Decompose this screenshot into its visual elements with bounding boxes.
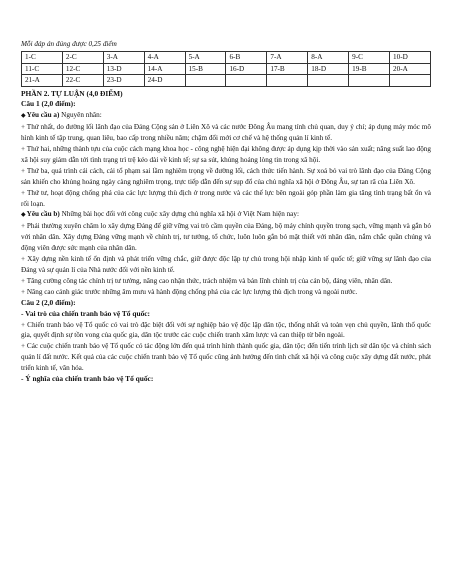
answer-key-intro: Mỗi đáp án đúng được 0,25 điểm [21,40,117,48]
answer-cell: 10-D [390,52,431,64]
answer-cell: 8-A [308,52,349,64]
q2-role-title: - Vai trò của chiến tranh bảo vệ Tổ quốc: [21,308,151,318]
answer-cell [349,75,390,87]
document-page [21,40,431,385]
q1a-items [21,122,431,209]
q1a-label: Yêu cầu a) [26,111,60,120]
q1a-text: Nguyên nhân: [59,111,102,120]
q2-role-items [21,320,431,375]
answer-cell [226,75,267,87]
answer-cell: 4-A [144,52,185,64]
diamond-bullet-icon: ◆ [21,112,26,120]
q2-role-paragraph: + Các cuộc chiến tranh bảo vệ Tổ quốc có tác động lớn đến quá trình hình thành quốc gia, dân tộc; đến tiến trình lịch sử dân tộc và chính sách quản lí đất nước. Kết quả của các cuộc chiến tranh bảo vệ Tổ quốc cũng ảnh hưởng đến tình chất xã hội và công cuộc xây dựng đất nước, phát triển kinh tế, văn hóa. [21,342,431,373]
q1b-paragraph: + Tăng cường công tác chính trị tư tưởng, nâng cao nhận thức, trách nhiệm và bản lĩnh chính trị của cán bộ, đảng viên, nhân dân. [21,276,393,285]
answer-row [22,63,431,75]
answer-cell [308,75,349,87]
answer-cell: 15-B [185,63,226,75]
answer-cell: 13-D [103,63,144,75]
q1a-heading [21,110,431,122]
q1b-paragraph: + Nâng cao cảnh giác trước những âm mưu và hành động chống phá của các lực lượng thù địch trong và ngoài nước. [21,287,358,296]
answer-cell: 14-A [144,63,185,75]
answer-row [22,52,431,64]
q1a-paragraph: + Thứ hai, những thành tựu của cuộc cách mạng khoa học - công nghệ hiện đại không được áp dụng kịp thời vào sản xuất; năng suất lao động xã hội suy giảm dẫn tới tình trạng trì trệ kéo dài về kinh tế; sự sa sút, khủng hoảng lòng tin trong xã hội. [21,145,431,164]
q1a-paragraph: + Thứ tư, hoạt động chống phá của các lực lượng thù địch ở trong nước và các thế lực bên ngoài góp phần làm gia tăng tình trạng bất ổn và rối loạn. [21,188,431,208]
answer-cell: 5-A [185,52,226,64]
q1b-paragraph: + Phải thường xuyên chăm lo xây dựng Đảng để giữ vững vai trò cầm quyền của Đảng, bộ máy chính quyền trong sạch, vững mạnh và gắn bó với nhân dân. Xây dựng Đảng vững mạnh về chính trị, tư tưởng, tổ chức, luôn luôn gắn bó mật thiết với nhân dân, nắm chắc quần chúng và động viên được sức mạnh của nhân dân. [21,222,431,253]
answer-cell [185,75,226,87]
answer-cell: 23-D [103,75,144,87]
answer-cell: 12-C [62,63,103,75]
part2-title: PHẦN 2. TỰ LUẬN (4,0 ĐIỂM) [21,88,123,98]
answer-cell: 7-A [267,52,308,64]
answer-cell: 18-D [308,63,349,75]
q1b-label: Yêu cầu b) [26,210,60,219]
answer-key-table [21,51,431,87]
answer-cell: 24-D [144,75,185,87]
answer-cell [267,75,308,87]
answer-cell: 21-A [22,75,63,87]
q1b-paragraph: + Xây dựng nền kinh tế ổn định và phát triển vững chắc, giữ được độc lập tự chủ trong hội nhập kinh tế quốc tế; giữ vững sự lãnh đạo của Đảng và sự quản lí của Nhà nước đối với nền kinh tế. [21,255,431,274]
question2-title: Câu 2 (2,0 điểm): [21,297,76,307]
answer-cell: 22-C [62,75,103,87]
question1-title: Câu 1 (2,0 điểm): [21,99,76,109]
answer-cell: 1-C [22,52,63,64]
answer-cell [390,75,431,87]
answer-cell: 3-A [103,52,144,64]
answer-cell: 9-C [349,52,390,64]
answer-cell: 2-C [62,52,103,64]
answer-cell: 19-B [349,63,390,75]
q1b-items [21,221,431,297]
answer-row [22,75,431,87]
q1b-heading [21,209,431,221]
answer-cell: 20-A [390,63,431,75]
q1a-paragraph: + Thứ ba, quá trình cải cách, cải tổ phạm sai lầm nghiêm trọng về đường lối, cách thức tiến hành. Sự xoá bỏ vai trò lãnh đạo của Đảng Cộng sản khiến cho khủng hoảng ngày càng nghiêm trọng, trực tiếp dẫn đến sự sụp đổ của chủ nghĩa xã hội ở Đông Âu, sự tan rã của Liên Xô. [21,166,431,186]
answer-cell: 6-B [226,52,267,64]
q2-meaning-title: - Ý nghĩa của chiến tranh bảo vệ Tổ quốc: [21,374,154,384]
answer-cell: 11-C [22,63,63,75]
diamond-bullet-icon: ◆ [21,211,26,219]
q2-role-paragraph: + Chiến tranh bảo vệ Tổ quốc có vai trò đặc biệt đối với sự nghiệp bảo vệ độc lập dân tộc, thống nhất và toàn vẹn chủ quyền, lãnh thổ quốc gia, quyết định sự tồn vong của quốc gia, dân tộc trước các cuộc chiến tranh xâm lược và can thiệp từ bên ngoài. [21,320,431,340]
q1b-text: Những bài học đối với công cuộc xây dựng chủ nghĩa xã hội ở Việt Nam hiện nay: [59,210,299,219]
answer-cell: 16-D [226,63,267,75]
answer-cell: 17-B [267,63,308,75]
q1a-paragraph: + Thứ nhất, do đường lối lãnh đạo của Đảng Cộng sản ở Liên Xô và các nước Đông Âu mang tính chủ quan, duy ý chí; áp dụng máy móc mô hình kinh tế tập trung, quan liêu, bao cấp trong nhiều năm; chậm đổi mới cơ chế và hệ thống quản lí kinh tế. [21,123,431,143]
